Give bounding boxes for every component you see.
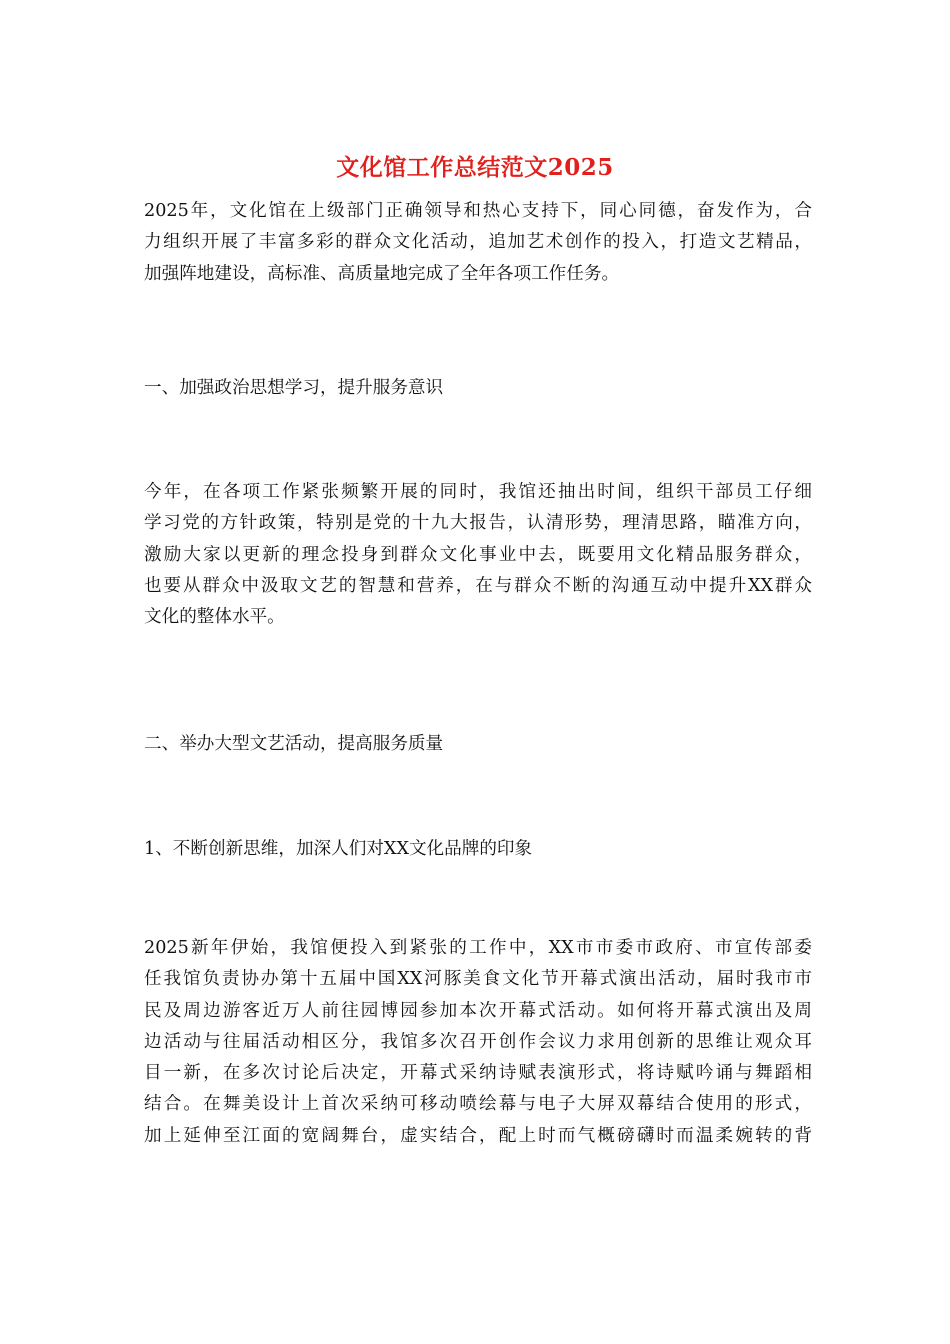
intro-line: 加强阵地建设，高标准、高质量地完成了全年各项工作任务。 [144, 263, 620, 284]
section1-heading: 一、加强政治思想学习，提升服务意识 [144, 378, 444, 398]
section1-line: 激励大家以更新的理念投身到群众文化事业中去，既要用文化精品服务群众， [144, 544, 812, 565]
intro-line: 力组织开展了丰富多彩的群众文化活动，追加艺术创作的投入，打造文艺精品， [144, 232, 812, 253]
document-title: 文化馆工作总结范文2025 [336, 154, 614, 181]
intro-paragraph [144, 196, 812, 290]
subsection1-line: 2025新年伊始，我馆便投入到紧张的工作中，XX市市委市政府、市宣传部委 [144, 938, 812, 958]
section1-paragraph [144, 477, 812, 633]
subsection1-heading: 1、不断创新思维，加深人们对XX文化品牌的印象 [144, 839, 533, 859]
subsection1-line: 目一新，在多次讨论后决定，开幕式采纳诗赋表演形式，将诗赋吟诵与舞蹈相 [144, 1063, 812, 1084]
section1-line: 今年，在各项工作紧张频繁开展的同时，我馆还抽出时间，组织干部员工仔细 [144, 482, 812, 502]
subsection1-line: 民及周边游客近万人前往园博园参加本次开幕式活动。如何将开幕式演出及周 [144, 1000, 812, 1021]
subsection1-line: 边活动与往届活动相区分，我馆多次召开创作会议力求用创新的思维让观众耳 [144, 1031, 812, 1052]
section2-heading: 二、举办大型文艺活动，提高服务质量 [144, 734, 444, 754]
intro-line: 2025年，文化馆在上级部门正确领导和热心支持下，同心同德，奋发作为，合 [144, 201, 812, 221]
subsection1-line: 任我馆负责协办第十五届中国XX河豚美食文化节开幕式演出活动，届时我市市 [144, 969, 812, 990]
subsection1-line: 结合。在舞美设计上首次采纳可移动喷绘幕与电子大屏双幕结合使用的形式， [144, 1094, 812, 1115]
subsection1-paragraph [144, 933, 812, 1152]
section1-line: 也要从群众中汲取文艺的智慧和营养，在与群众不断的沟通互动中提升XX群众 [144, 575, 812, 596]
section1-line: 文化的整体水平。 [144, 607, 285, 628]
section1-line: 学习党的方针政策，特别是党的十九大报告，认清形势，理清思路，瞄准方向， [144, 513, 812, 534]
subsection1-line: 加上延伸至江面的宽阔舞台，虚实结合，配上时而气概磅礴时而温柔婉转的背 [144, 1125, 812, 1146]
